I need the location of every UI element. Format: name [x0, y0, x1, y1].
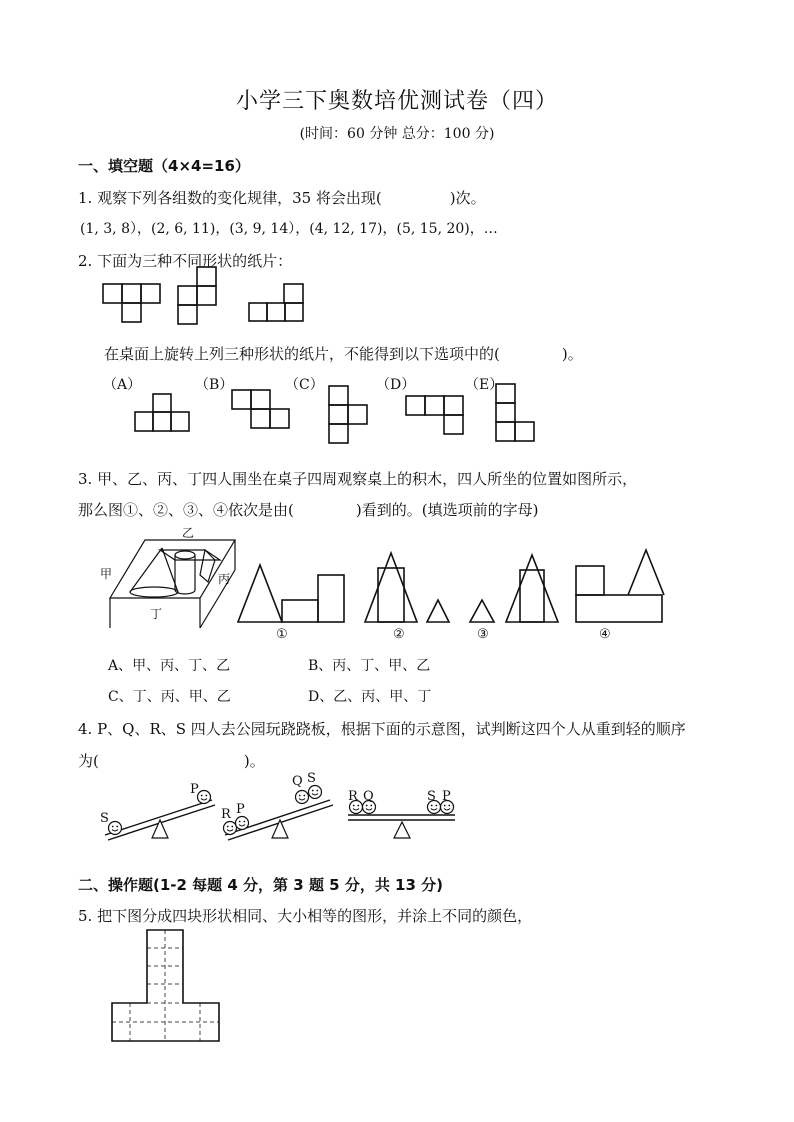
- option-c-label: （C）: [285, 377, 324, 393]
- label-bing: 丙: [218, 572, 231, 586]
- question-1-text: 1. 观察下列各组数的变化规律，35 将会出现(: [78, 189, 382, 207]
- label-ding: 丁: [150, 607, 163, 621]
- view-label-3: ③: [477, 627, 489, 642]
- question-1-suffix: )次。: [449, 189, 486, 207]
- label-jia: 甲: [100, 567, 113, 581]
- view-label-2: ②: [393, 627, 405, 642]
- choice-c: C、丁、丙、甲、乙: [108, 689, 231, 705]
- choice-d: D、乙、丙、甲、丁: [308, 689, 432, 705]
- section-2-heading: 二、操作题(1-2 每题 4 分，第 3 题 5 分，共 13 分): [78, 876, 443, 894]
- section-1-heading: 一、填空题（4×4=16）: [78, 157, 250, 175]
- seesaw-2-right-1-label: Q: [292, 774, 303, 789]
- question-4-line-1: 4. P、Q、R、S 四人去公园玩跷跷板，根据下面的示意图，试判断这四个人从重到轻的顺序: [78, 720, 686, 738]
- seesaw-3-left-2-label: Q: [363, 789, 374, 804]
- seesaw-1-left-label: S: [100, 811, 109, 826]
- seesaw-3-right-1-label: S: [427, 789, 436, 804]
- question-3-text: 那么图①、②、③、④依次是由(: [78, 501, 294, 519]
- question-2-instruction-suffix: )。: [561, 345, 583, 363]
- question-2-instruction-text: 在桌面上旋转上列三种形状的纸片，不能得到以下选项中的(: [104, 345, 500, 363]
- question-4-suffix: )。: [243, 752, 265, 770]
- seesaw-2-left-top-label: P: [236, 802, 245, 817]
- question-2: 2. 下面为三种不同形状的纸片：: [78, 252, 293, 270]
- question-3-suffix: )看到的。(填选项前的字母): [355, 501, 539, 519]
- question-5: 5. 把下图分成四块形状相同、大小相等的图形，并涂上不同的颜色，: [78, 907, 533, 925]
- question-3-line-1: 3. 甲、乙、丙、丁四人围坐在桌子四周观察桌上的积木，四人所坐的位置如图所示，: [78, 470, 638, 488]
- view-label-1: ①: [276, 627, 288, 642]
- seesaw-2-left-bottom-label: R: [221, 807, 231, 822]
- question-4-text: 为(: [78, 752, 99, 770]
- seesaw-2-right-2-label: S: [307, 771, 316, 786]
- choice-a: A、甲、丙、丁、乙: [108, 658, 231, 674]
- question-1-sequence: (1, 3, 8），(2, 6, 11)，(3, 9, 14），(4, 12, 17)，(5, 15, 20)，…: [80, 221, 498, 237]
- page-title: 小学三下奥数培优测试卷（四）: [235, 89, 558, 114]
- seesaw-3-right-2-label: P: [442, 789, 451, 804]
- label-yi: 乙: [182, 526, 195, 540]
- view-label-4: ④: [599, 627, 611, 642]
- option-a-label: （A）: [103, 377, 142, 393]
- option-b-label: （B）: [195, 377, 234, 393]
- choice-b: B、丙、丁、甲、乙: [308, 658, 431, 674]
- option-e-label: （E）: [465, 377, 504, 393]
- option-d-label: （D）: [376, 377, 416, 393]
- page-subtitle: (时间：60 分钟 总分：100 分): [299, 126, 495, 142]
- seesaw-1-right-label: P: [190, 782, 199, 797]
- seesaw-3-left-1-label: R: [348, 789, 358, 804]
